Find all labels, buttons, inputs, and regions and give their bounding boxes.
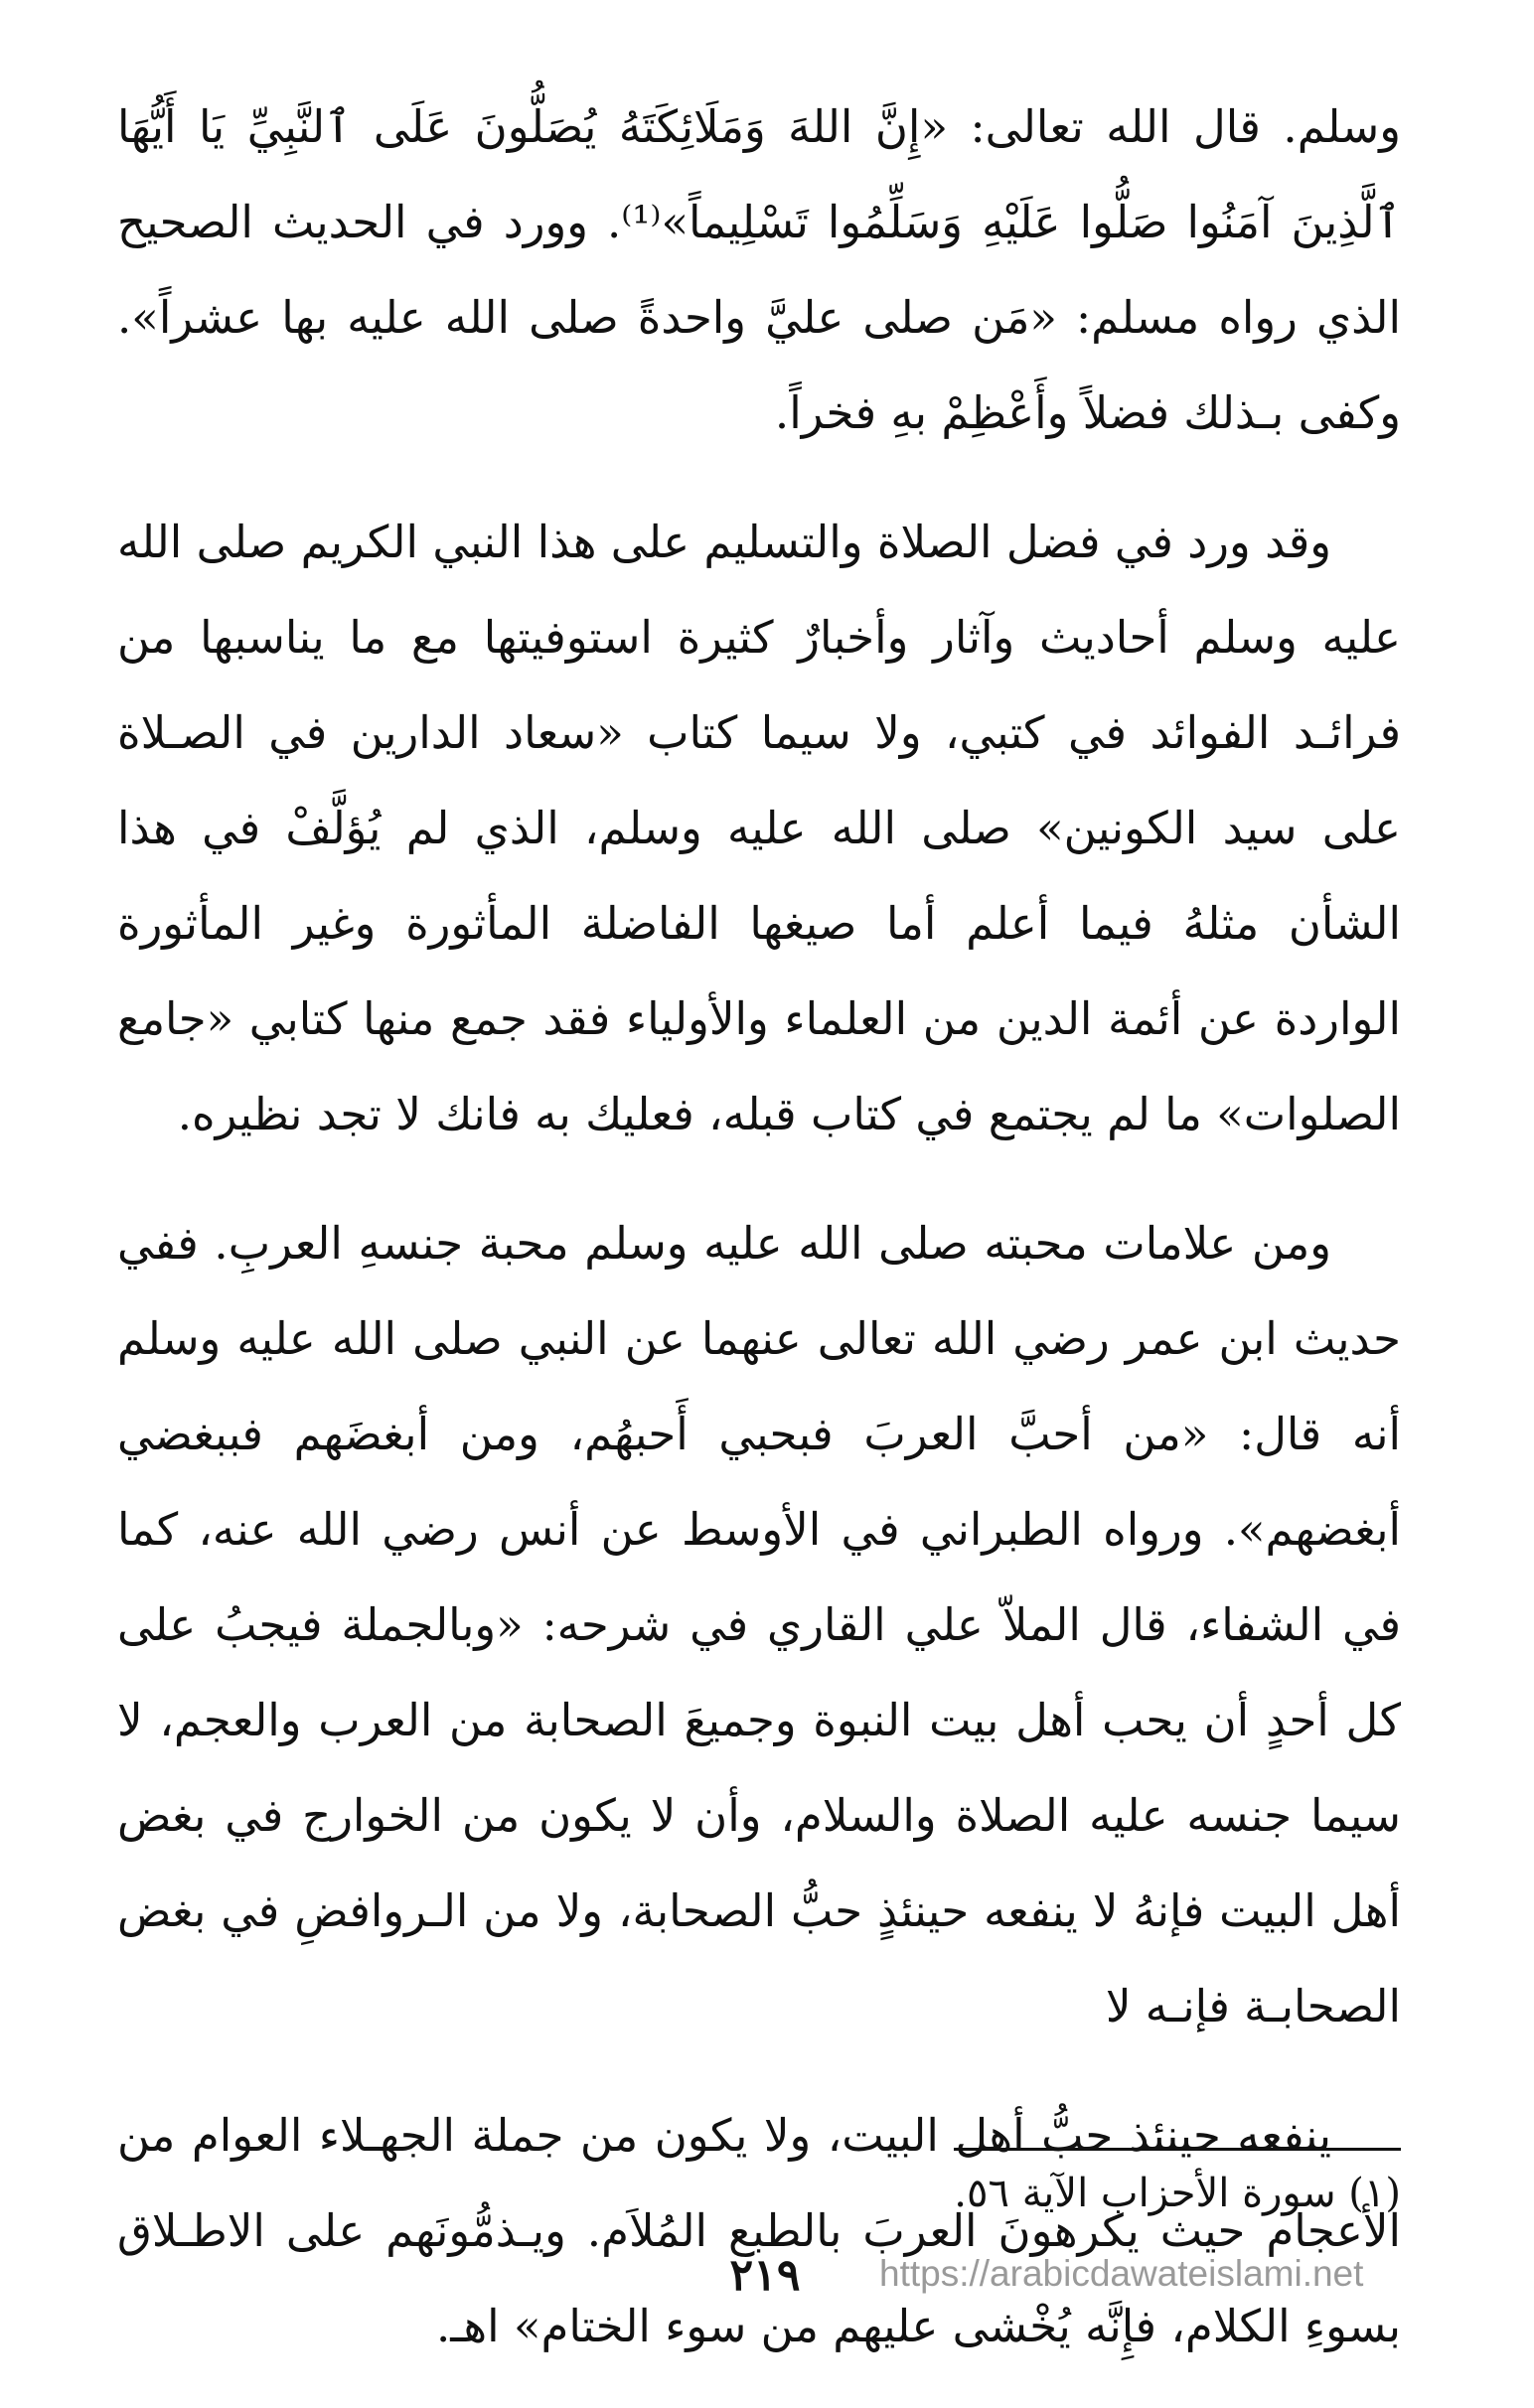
page-number: ٢١٩ <box>729 2250 801 2301</box>
paragraph-2: وقد ورد في فضل الصلاة والتسليم على هذا النبي الكريم صلى الله عليه وسلم أحاديث وآثار وأخبارٌ كثيرة استوفيتها مع ما يناسبها من فرائـد الفوائد في كتبي، ولا سيما كتاب «سعاد الدارين في الصـلاة على سيد الكونين» صلى الله عليه وسلم، الذي لم يُؤلَّفْ في هذا الشأن مثلهُ فيما أعلم أما صيغها الفاضلة المأثورة وغير المأثورة الواردة عن أئمة الدين من العلماء والأولياء فقد جمع منها كتابي «جامع الصلوات» ما لم يجتمع في كتاب قبله، فعليك به فانك لا تجد نظيره. <box>117 516 1401 1140</box>
watermark-url: https://arabicdawateislami.net <box>879 2253 1364 2294</box>
paragraph-1: وسلم. قال الله تعالى: «إِنَّ اللهَ وَمَلَائِكَتَهُ يُصَلُّونَ عَلَى ٱلنَّبِيِّ يَا أَيُّهَا ٱلَّذِينَ آمَنُوا صَلُّوا عَلَيْهِ وَسَلِّمُوا تَسْلِيماً»⁽¹⁾. وورد في الحديث الصحيح الذي رواه مسلم: «مَن صلى عليَّ واحدةً صلى الله عليه بها عشراً». وكفى بـذلك فضلاً وأَعْظِمْ بهِ فخراً. <box>117 100 1401 439</box>
paragraph-3: ومن علامات محبته صلى الله عليه وسلم محبة جنسهِ العربِ. ففي حديث ابن عمر رضي الله تعالى عنهما عن النبي صلى الله عليه وسلم أنه قال: «من أحبَّ العربَ فبحبي أَحبهُم، ومن أبغضَهم فببغضي أبغضهم». ورواه الطبراني في الأوسط عن أنس رضي الله عنه، كما في الشفاء، قال الملاّ علي القاري في شرحه: «وبالجملة فيجبُ على كل أحدٍ أن يحب أهل بيت النبوة وجميعَ الصحابة من العرب والعجم، لا سيما جنسه عليه الصلاة والسلام، وأن لا يكون من الخوارج في بغض أهل البيت فإنهُ لا ينفعه حينئذٍ حبُّ الصحابة، ولا من الـروافضِ في بغض الصحابـة فإنـه لا <box>117 1217 1401 2032</box>
paragraph-4: ينفعه حينئذ حبُّ أهل البيت، ولا يكون من جملة الجهـلاء العوام من الأعجام حيث يكرهونَ العربَ بالطبع المُلاَم. ويـذمُّونَهم على الاطـلاق بسوءِ الكلام، فإِنَّه يُخْشى عليهم من سوء الختام» اهـ. <box>117 2109 1401 2352</box>
footnote-divider <box>954 2148 1401 2151</box>
footnote: (١) سورة الأحزاب الآية ٥٦. <box>954 2171 1401 2216</box>
main-text <box>117 79 1401 2408</box>
